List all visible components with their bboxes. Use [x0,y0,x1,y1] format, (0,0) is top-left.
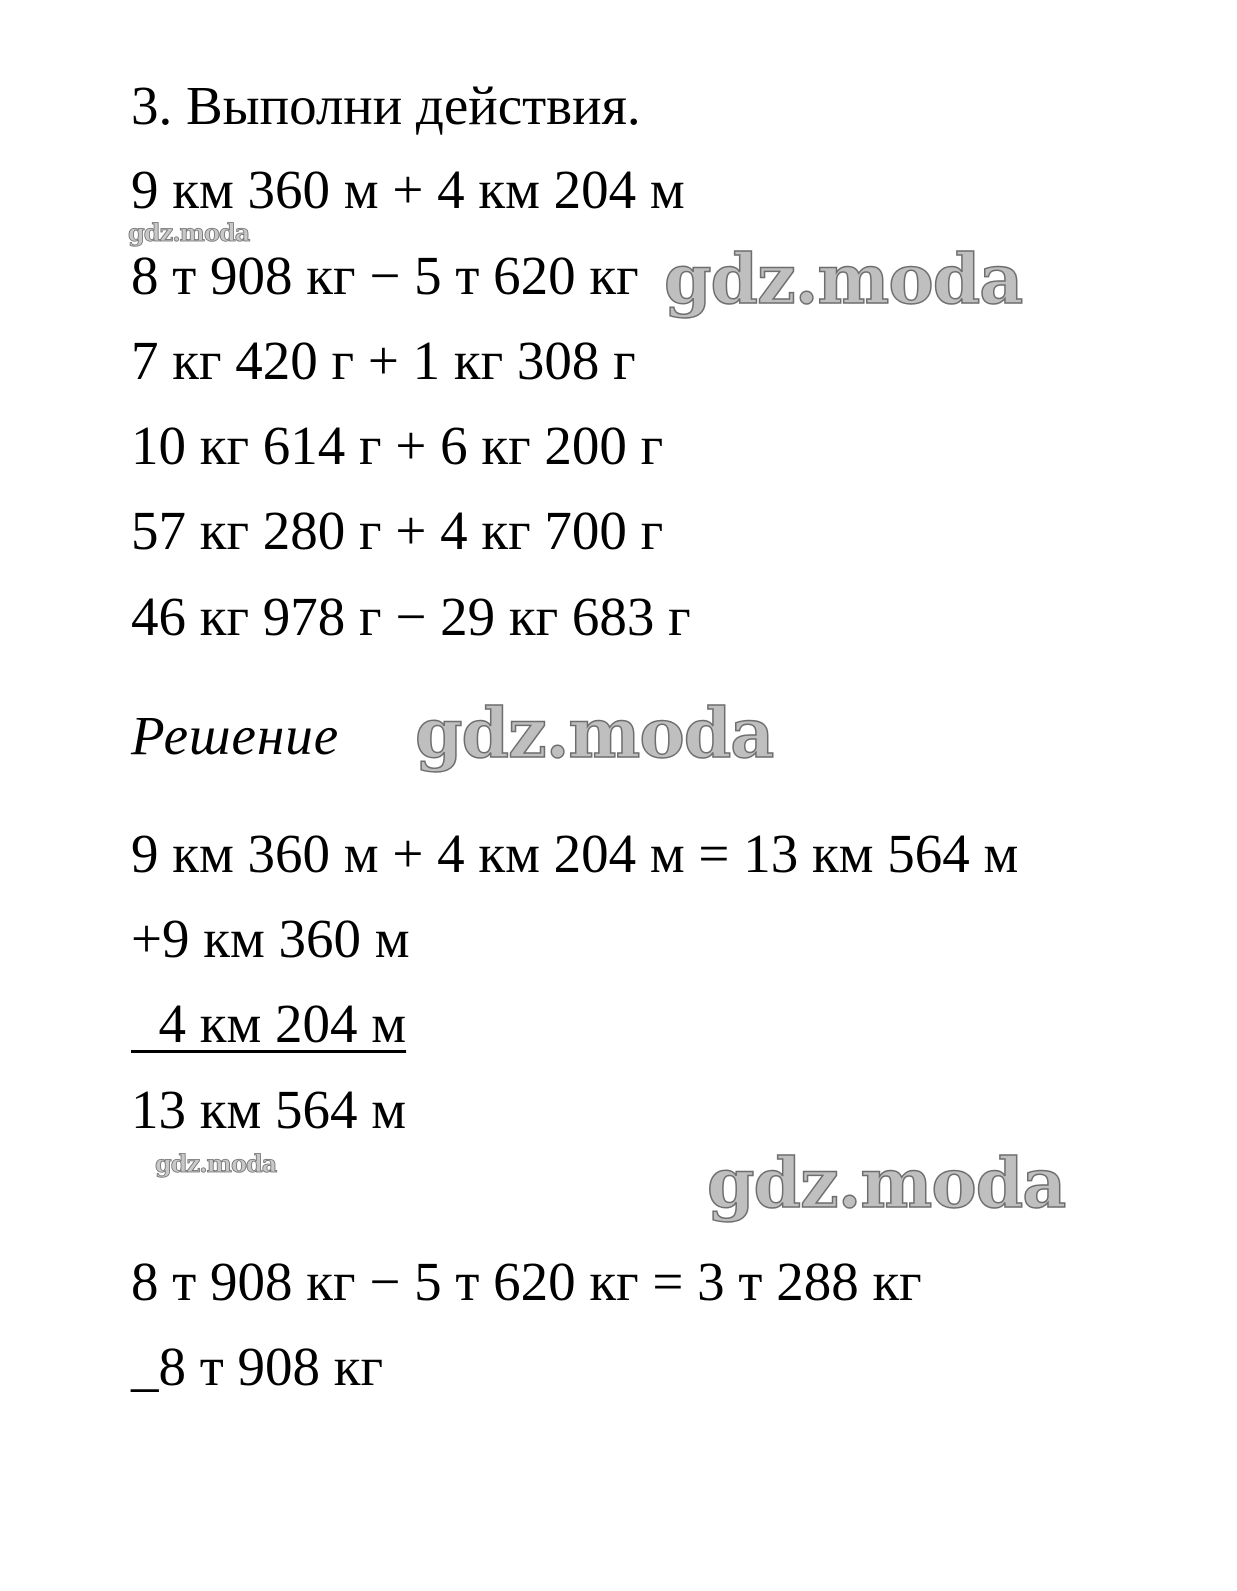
task-expression-2: 8 т 908 кг − 5 т 620 кг [131,245,639,306]
task-expression-5: 57 кг 280 г + 4 кг 700 г [131,500,664,561]
watermark-logo: gdz.moda [415,694,774,774]
solution-line-1: 9 км 360 м + 4 км 204 м = 13 км 564 м [131,823,1019,884]
solution-heading: Решение [131,705,340,766]
watermark-logo: gdz.moda [707,1144,1066,1224]
solution-line-4: 13 км 564 м [131,1079,407,1140]
solution-line-5: 8 т 908 кг − 5 т 620 кг = 3 т 288 кг [131,1251,922,1312]
watermark-logo: gdz.moda [664,240,1023,320]
task-expression-4: 10 кг 614 г + 6 кг 200 г [131,415,664,476]
task-title: 3. Выполни действия. [131,75,641,136]
task-expression-1: 9 км 360 м + 4 км 204 м [131,159,685,220]
watermark-logo: gdz.moda [128,218,250,247]
task-expression-6: 46 кг 978 г − 29 кг 683 г [131,586,691,647]
solution-line-6: _8 т 908 кг [131,1336,384,1397]
watermark-logo: gdz.moda [155,1149,277,1178]
task-expression-3: 7 кг 420 г + 1 кг 308 г [131,330,636,391]
solution-line-2: +9 км 360 м [131,908,410,969]
solution-line-3: 4 км 204 м [131,993,407,1054]
